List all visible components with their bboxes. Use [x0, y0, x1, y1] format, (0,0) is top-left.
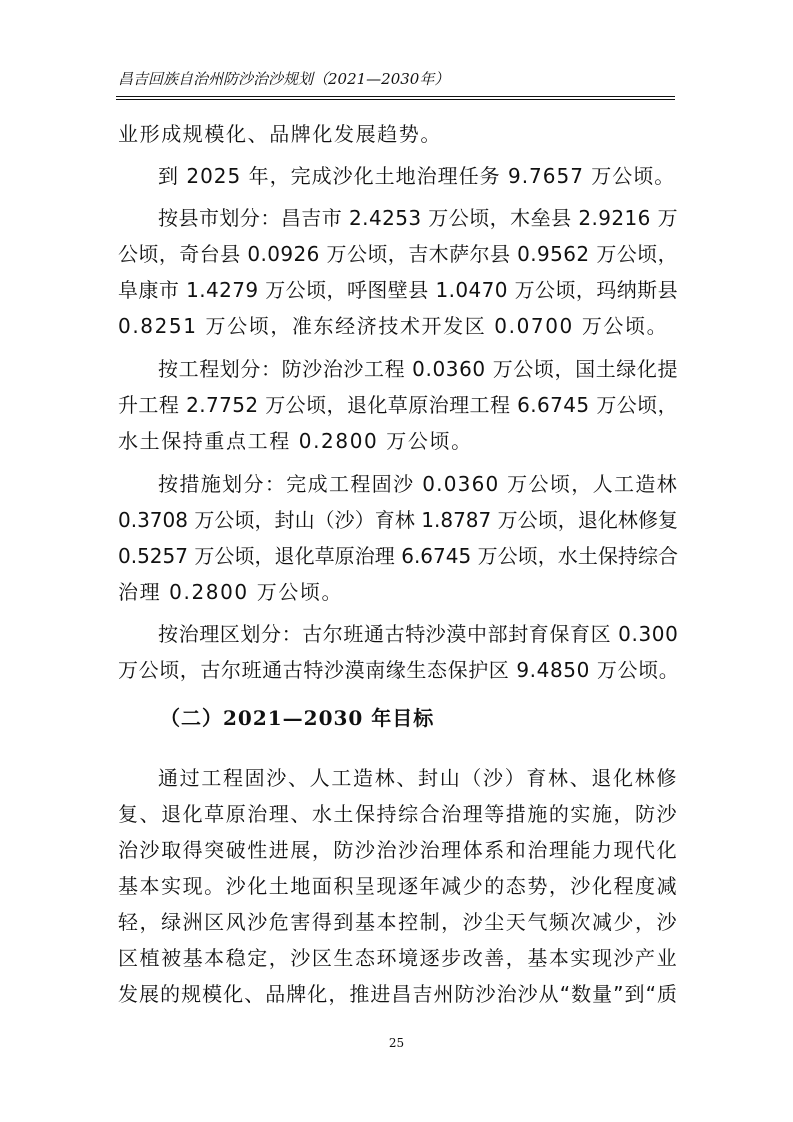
- running-header: 昌吉回族自治州防沙治沙规划（2021—2030年）: [118, 70, 450, 88]
- paragraph-line: 业形成规模化、品牌化发展趋势。: [118, 122, 442, 146]
- section-line: 复、退化草原治理、水土保持综合治理等措施的实施，防沙: [118, 802, 678, 826]
- paragraph-line: 按县市划分：昌吉市 2.4253 万公顷，木垒县 2.9216 万: [158, 206, 678, 230]
- section-line: 通过工程固沙、人工造林、封山（沙）育林、退化林修: [158, 766, 678, 790]
- section-heading: （二）2021—2030 年目标: [160, 706, 435, 730]
- section-line: 发展的规模化、品牌化，推进昌吉州防沙治沙从“数量”到“质: [118, 982, 678, 1006]
- paragraph-line: 公顷，奇台县 0.0926 万公顷，吉木萨尔县 0.9562 万公顷，: [118, 242, 678, 266]
- section-line: 轻，绿洲区风沙危害得到基本控制，沙尘天气频次减少，沙: [118, 910, 678, 934]
- paragraph-line: 按治理区划分：古尔班通古特沙漠中部封育保育区 0.300: [158, 622, 679, 646]
- section-line: 治沙取得突破性进展，防沙治沙治理体系和治理能力现代化: [118, 838, 678, 862]
- paragraph-line: 阜康市 1.4279 万公顷，呼图壁县 1.0470 万公顷，玛纳斯县: [118, 278, 678, 302]
- paragraph-line: 0.5257 万公顷，退化草原治理 6.6745 万公顷，水土保持综合: [118, 544, 678, 568]
- header-rule: [116, 96, 675, 97]
- section-line: 基本实现。沙化土地面积呈现逐年减少的态势，沙化程度减: [118, 874, 678, 898]
- paragraph-line: 升工程 2.7752 万公顷，退化草原治理工程 6.6745 万公顷，: [118, 393, 678, 417]
- paragraph-line: 水土保持重点工程 0.2800 万公顷。: [118, 429, 473, 453]
- paragraph-line: 万公顷，古尔班通古特沙漠南缘生态保护区 9.4850 万公顷。: [118, 658, 680, 682]
- paragraph-line: 治理 0.2800 万公顷。: [118, 580, 344, 604]
- paragraph-line: 0.8251 万公顷，准东经济技术开发区 0.0700 万公顷。: [118, 314, 669, 338]
- header-rule-secondary: [116, 99, 675, 100]
- paragraph-line: 按措施划分：完成工程固沙 0.0360 万公顷，人工造林: [158, 472, 678, 496]
- section-line: 区植被基本稳定，沙区生态环境逐步改善，基本实现沙产业: [118, 946, 678, 970]
- paragraph-line: 到 2025 年，完成沙化土地治理任务 9.7657 万公顷。: [158, 164, 676, 188]
- paragraph-line: 按工程划分：防沙治沙工程 0.0360 万公顷，国土绿化提: [158, 357, 679, 381]
- paragraph-line: 0.3708 万公顷，封山（沙）育林 1.8787 万公顷，退化林修复: [118, 508, 678, 532]
- page-number: 25: [388, 1036, 405, 1050]
